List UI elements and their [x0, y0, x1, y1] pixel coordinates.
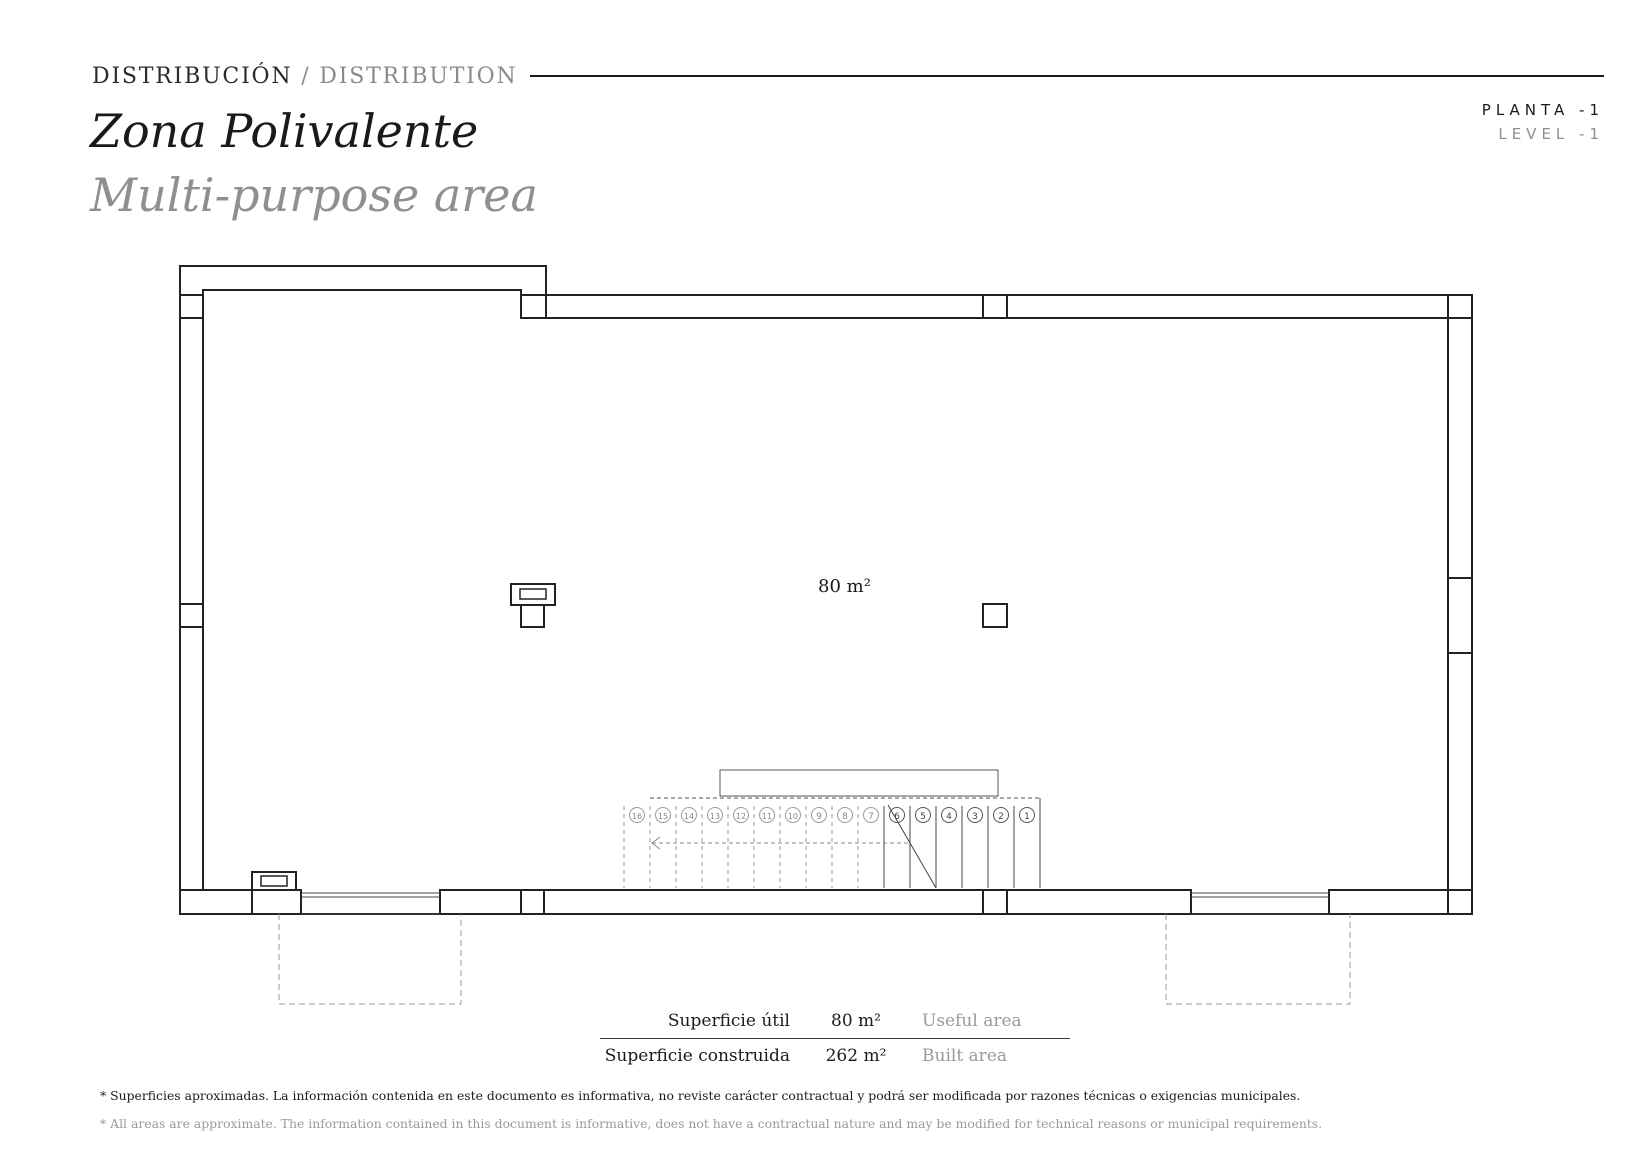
exterior-area-left [279, 914, 461, 1004]
column-bottom-b [983, 890, 1007, 914]
footnote-en: * All areas are approximate. The information contained in this document is informative, does not have a contractual nature and may be modified for technical reasons or municipal requirements. [100, 1116, 1323, 1131]
useful-area-label-es: Superficie útil [667, 1011, 790, 1031]
column-bottom-a [521, 890, 544, 914]
built-area-label-en: Built area [922, 1046, 1008, 1066]
built-area-value: 262 m² [825, 1046, 887, 1066]
fixture-box-left-inner [520, 589, 546, 599]
column-right-mid [1448, 578, 1472, 653]
useful-area-label-en: Useful area [922, 1011, 1022, 1031]
stair-step-number: 8 [842, 812, 848, 822]
section-label-es: DISTRIBUCIÓN [92, 63, 293, 89]
useful-area-value: 80 m² [831, 1011, 881, 1031]
fixture-stem-left [521, 605, 544, 627]
level-label-es: PLANTA -1 [1481, 101, 1604, 119]
stair-step-number: 16 [631, 812, 643, 821]
stair-step-number: 10 [787, 812, 799, 821]
section-separator: / [301, 63, 311, 89]
bottom-wall [180, 890, 1472, 914]
wall-segment-bottom-middle [440, 890, 1191, 914]
fixture-bottom-base [252, 890, 301, 914]
area-row-built [600, 1039, 1070, 1073]
stair-step-number: 6 [894, 812, 900, 822]
room-area-label: 80 m² [818, 576, 871, 597]
staircase [624, 770, 1040, 888]
stair-step-number: 2 [998, 812, 1004, 822]
column-left-mid [180, 604, 203, 627]
column-top-mid [983, 295, 1007, 318]
stair-steps [624, 798, 1040, 888]
stair-step-number: 5 [920, 812, 926, 822]
interior-fixtures [252, 584, 1007, 914]
fixture-box-bottom-inner [261, 876, 287, 886]
stair-step-number: 11 [761, 812, 773, 821]
interior-column [983, 604, 1007, 627]
column-top-notch [521, 295, 546, 318]
section-label-en: DISTRIBUTION [319, 63, 518, 89]
page-title-es: Zona Polivalente [90, 104, 479, 158]
column-top-left [180, 295, 203, 318]
stair-step-number: 1 [1024, 812, 1030, 822]
footnote-es: * Superficies aproximadas. La información contenida en este documento es informativa, no reviste carácter contractual y podrá ser modificada por razones técnicas o exigencias municipales. [100, 1088, 1301, 1103]
stair-step-number: 7 [868, 812, 874, 822]
column-bottom-right [1448, 890, 1472, 914]
stair-landing [720, 770, 998, 796]
exterior-dashed-areas [279, 914, 1350, 1004]
area-summary-table [600, 1004, 1070, 1073]
exterior-area-right [1166, 914, 1350, 1004]
level-label-en: LEVEL -1 [1498, 125, 1604, 143]
stair-step-number: 4 [946, 812, 952, 822]
stair-step-number: 15 [657, 812, 669, 821]
column-top-right [1448, 295, 1472, 318]
wall-columns [180, 295, 1472, 914]
stair-step-number: 12 [735, 812, 747, 821]
stair-step-number: 13 [709, 812, 721, 821]
page-title-en: Multi-purpose area [90, 168, 538, 222]
built-area-label-es: Superficie construida [604, 1046, 790, 1066]
stair-step-number: 14 [683, 812, 695, 821]
area-row-useful [600, 1004, 1070, 1039]
stair-step-number: 3 [972, 812, 978, 822]
stair-step-number: 9 [816, 812, 822, 822]
